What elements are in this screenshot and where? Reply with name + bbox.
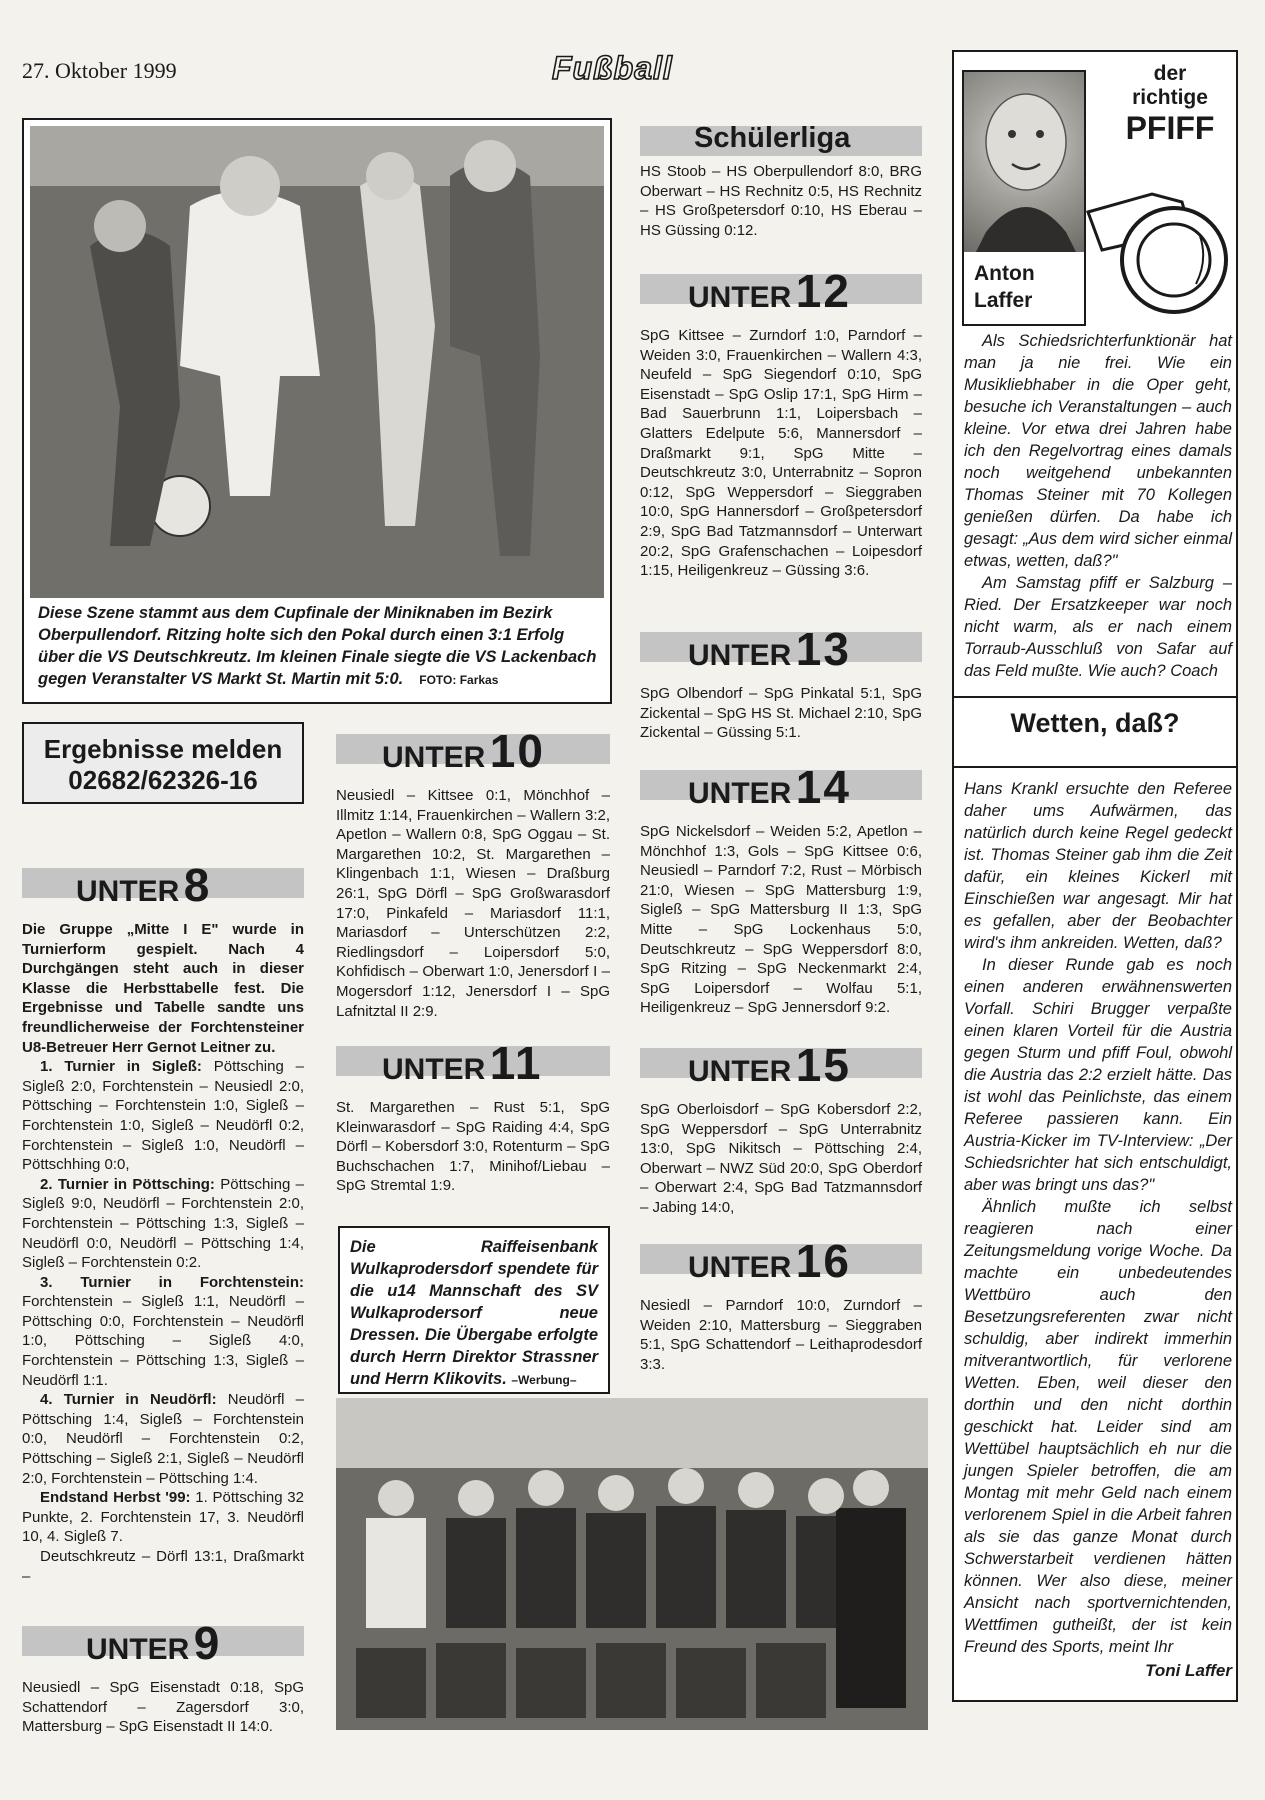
pfiff-column xyxy=(952,50,1238,1702)
unter13-text: SpG Olbendorf – SpG Pinkatal 5:1, SpG Zickental – SpG HS St. Michael 2:10, SpG Zickental – Güssing 5:1. xyxy=(640,685,922,742)
schuelerliga-text: HS Stoob – HS Oberpullendorf 8:0, BRG Oberwart – HS Rechnitz 0:5, HS Rechnitz – HS Großpetersdorf 0:10, HS Eberau – HS Güssing 0:12. xyxy=(640,163,922,239)
author-signature: Toni Laffer xyxy=(1145,1661,1232,1680)
unter13-band xyxy=(640,623,922,675)
section-title: Fußball xyxy=(552,50,673,86)
unter8-text: Die Gruppe „Mitte I E" wurde in Turnierform gespielt. Nach 4 Durchgängen steht auch in dieser Klasse die Herbsttabelle fest. Die Ergebnisse und Tabelle sandte uns freundlicherweise der Forchtensteiner U8-Betreuer Herr Gernot Leitner zu. 1. Turnier in Sigleß: Pöttsching – Sigleß 2:0, Forchtenstein – Neusiedl 2:0, Pöttsching – Forchtenstein 1:0, Sigleß – Forchtenstein 1:0, Sigleß – Neudörfl 0:2, Forchtenstein – Sigleß 1:0, Neudörfl – Pöttschhing 0:0, 2. Turnier in Pöttsching: Pöttsching – Sigleß 9:0, Neudörfl – Forchtenstein 2:0, Forchtenstein – Pöttsching 1:3, Sigleß – Neudörfl 0:0, Neudörfl – Pöttsching 1:4, Sigleß – Forchtenstein 0:2. 3. Turnier in Forchtenstein: Forchtenstein – Sigleß 1:1, Neudörfl – Pöttsching 0:0, Forchtenstein – Neudörfl 1:0, Pöttsching – Sigleß 4:0, Forchtenstein – Pöttsching 1:3, Sigleß – Neudörfl 1:1. 4. Turnier in Neudörfl: Neudörfl – Pöttsching 1:4, Sigleß – Forchtenstein 0:0, Neudörfl – Forchtenstein 0:2, Pöttsching – Sigleß 2:1, Sigleß – Neudörfl 2:0, Forchtenstein – Pöttsching 1:4. Endstand Herbst '99: 1. Pöttsching 32 Punkte, 2. Forchtenstein 17, 3. Neudörfl 10, 4. Sigleß 7. Deutschkreutz – Dörfl 13:1, Draßmarkt – xyxy=(22,921,305,1585)
unter16-band xyxy=(640,1235,922,1287)
caption-text: Diese Szene stammt aus dem Cupfinale der Miniknaben im Bezirk Oberpullendorf. Ritzing holte sich den Pokal durch einen 3:1 Erfolg über die VS Deutschkreutz. Im kleinen Finale siegte die VS Lackenbach gegen Veranstalter VS Markt St. Martin mit 5:0. xyxy=(38,604,597,688)
unter12-section xyxy=(640,265,922,581)
divider xyxy=(954,766,1236,768)
unter8-section xyxy=(22,859,305,1586)
team-photo-illustration xyxy=(336,1398,928,1730)
report-results-box xyxy=(22,722,304,804)
unter14-text: SpG Nickelsdorf – Weiden 5:2, Apetlon – Mönchhof 1:3, Gols – SpG Kittsee 0:6, Neusiedl – Parndorf 7:2, Rust – Mörbisch 21:0, Wiesen – SpG Mattersburg 1:9, Sigleß – SpG Mattersburg II 1:3, SpG Mitte – SpG Lockenhaus 5:0, Deutschkreutz – SpG Weppersdorf 8:0, SpG Ritzing – SpG Neckenmarkt 2:4, SpG Loipersdorf – Wolfau 5:1, Heiligenkreuz – SpG Jennersdorf 9:2. xyxy=(640,823,922,1017)
unter15-heading: UNTER 15 xyxy=(688,1039,851,1091)
schuelerliga-heading: Schülerliga xyxy=(694,122,851,154)
unter12-text: SpG Kittsee – Zurndorf 1:0, Parndorf – Weiden 3:0, Frauenkirchen – Wallern 4:3, Neufeld – SpG Siegendorf 0:10, SpG Eisenstadt – SpG Oslip 17:1, SpG Hirm – Bad Sauerbrunn 1:1, Loipersbach – Glatters Edelpute 5:6, Mannersdorf – Draßmarkt 9:1, SpG Mitte – Deutschkreutz 3:0, Unterrabnitz – Sopron 0:12, SpG Weppersdorf – Sieggraben 10:0, SpG Hannersdorf – Großpetersdorf 2:9, SpG Bad Tatzmannsdorf – Unterwart 20:2, SpG Grafenschachen – Loipesdorf 1:15, Heiligenkreuz – Güssing 3:6. xyxy=(640,327,922,580)
unter14-heading: UNTER 14 xyxy=(688,761,851,813)
photo-credit: FOTO: Farkas xyxy=(419,673,499,687)
unter9-band xyxy=(22,1617,304,1669)
match-photo xyxy=(30,126,604,598)
unter15-text: SpG Oberloisdorf – SpG Kobersdorf 2:2, SpG Weppersdorf – SpG Unterrabnitz 13:0, SpG Nikitsch – Pöttsching 2:4, Oberwart – NWZ Süd 20:0, SpG Oberdorf – Oberwart 2:4, SpG Bad Tatzmannsdorf – Jabing 14:0, xyxy=(640,1101,922,1216)
unter16-heading: UNTER 16 xyxy=(688,1235,851,1287)
unter10-heading: UNTER 10 xyxy=(382,725,545,777)
unter11-text: St. Margarethen – Rust 5:1, SpG Kleinwarasdorf – SpG Raiding 4:4, SpG Dörfl – Kobersdorf 3:0, Rotenturm – SpG Buchschachen 1:7, Minihof/Liebau – SpG Stremtal 1:9. xyxy=(336,1099,610,1195)
unter12-heading: UNTER 12 xyxy=(688,265,851,317)
unter11-heading: UNTER 11 xyxy=(382,1037,543,1089)
unter15-band xyxy=(640,1039,922,1091)
divider xyxy=(954,696,1236,698)
unter10-text: Neusiedl – Kittsee 0:1, Mönchhof – Illmitz 1:14, Frauenkirchen – Wallern 3:2, Apetlon – Wallern 0:8, SpG Oggau – St. Margarethen 10:2, St. Margarethen – Klingenbach 1:1, Wiesen – Draßburg 26:1, SpG Dörfl – SpG Großwarasdorf 17:0, Pinkafeld – Mariasdorf 11:1, Mariasdorf – Unterschützen 2:2, Riedlingsdorf – Loipersdorf 5:0, Kohfidisch – Oberwart 1:0, Jenersdorf I – Mogersdorf 1:12, Jenersdorf I – SpG Lafnitztal II 2:9. xyxy=(336,787,610,1020)
match-photo-illustration xyxy=(30,126,604,598)
unter13-heading: UNTER 13 xyxy=(688,623,851,675)
unter10-band xyxy=(336,725,610,777)
unter11-section xyxy=(336,1037,610,1196)
author-portrait xyxy=(964,72,1084,252)
unter11-band xyxy=(336,1037,610,1089)
unter9-text: Neusiedl – SpG Eisenstadt 0:18, SpG Schattendorf – Zagersdorf 3:0, Mattersburg – SpG Eisenstadt II 14:0. xyxy=(22,1679,304,1736)
schuelerliga-section xyxy=(640,122,922,240)
match-photo-caption xyxy=(38,602,600,691)
column-title: der richtige PFIFF xyxy=(1125,62,1215,146)
unter14-section xyxy=(640,761,922,1018)
unter12-band xyxy=(640,265,922,317)
unter8-heading: UNTER 8 xyxy=(76,859,212,911)
unter14-band xyxy=(640,761,922,813)
schuelerliga-band xyxy=(640,122,922,156)
unter10-section xyxy=(336,725,610,1021)
portrait-illustration xyxy=(964,72,1084,252)
raiffeisen-text: Die Raiffeisenbank Wulkaprodersdorf spendete für die u14 Mannschaft des SV Wulkaprodersorf neue Dressen. Die Übergabe erfolgte durch Herrn Direktor Strassner und Herrn Klikovits. xyxy=(350,1238,598,1388)
unter16-text: Nesiedl – Parndorf 10:0, Zurndorf – Weiden 2:10, Mattersburg – Sieggraben 5:1, SpG Schattendorf – Leithaprodesdorf 3:3. xyxy=(640,1297,922,1373)
issue-date: 27. Oktober 1999 xyxy=(22,58,177,83)
report-title: Ergebnisse melden xyxy=(43,734,283,764)
author-portrait-box xyxy=(962,70,1086,326)
whistle-icon xyxy=(1082,172,1234,322)
match-photo-box xyxy=(22,118,612,704)
author-name: Anton Laffer xyxy=(974,262,1035,312)
unter8-intro: Die Gruppe „Mitte I E" wurde in Turnierform gespielt. Nach 4 Durchgängen steht auch in dieser Klasse die Herbsttabelle fest. Die Ergebnisse und Tabelle sandte uns freundlicherweise der Forchtensteiner U8-Betreuer Herr Gernot Leitner zu. xyxy=(22,921,304,1056)
unter13-section xyxy=(640,623,922,743)
wetten-heading: Wetten, daß? xyxy=(1010,708,1180,738)
unter8-band xyxy=(22,859,304,911)
wetten-text: Hans Krankl ersuchte den Referee daher ums Aufwärmen, das natürlich durch keine Regel gedeckt ist. Thomas Steiner gab ihm die Zeit dafür, ein kleines Kickerl mit Einschießen war angesagt. Mir hat es gefallen, aber der Beobachter wird's ihm ankreiden. Wetten, daß? In dieser Runde gab es noch einen anderen erwähnenswerten Vorfall. Schiri Brugger verpaßte einen klaren Vorteil für die Austria gegen Sturm und pfiff Foul, obwohl die Austria das 2:2 erzielt hätte. Das ist wohl das Peinlichste, das einem Referee passieren kann. Ein Austria-Kicker im TV-Interview: „Der Schiedsrichter hat sich entschuldigt, aber was bringt uns das?" Ähnlich mußte ich selbst reagieren nach einer Zeitungsmeldung vorige Woche. Da machte ein unbedeutendes Wettbüro auch den Besetzungsreferenten zwar nicht schuldig, aber indirekt immerhin mitverantwortlich, für verlorene Wetten. Eben, weil dieser den dorthin und den nicht dorthin geschickt hat. Leider sind am Wettübel hauptsächlich eh nur die jungen Spieler betroffen, die am Montag mit mehr Geld nach einem verlorenem Spiel in die Arbeit fahren als sie das ganze Monat durch Schwerstarbeit verdienen hätten können. Wer also diese, meiner Ansicht nach sportvernichtenden, Wettfimen gutheißt, der ist kein Freund des Sports, meint Ihr Toni Laffer xyxy=(964,780,1232,1680)
unter15-section xyxy=(640,1039,922,1218)
raiffeisen-ad xyxy=(338,1226,610,1394)
unter9-heading: UNTER 9 xyxy=(86,1617,222,1669)
unter9-section xyxy=(22,1617,304,1737)
ad-tag: –Werbung– xyxy=(511,1373,577,1387)
team-photo xyxy=(336,1398,928,1730)
report-phone: 02682/62326-16 xyxy=(68,765,258,795)
unter16-section xyxy=(640,1235,922,1374)
column-intro-text: Als Schiedsrichterfunktionär hat man ja nie frei. Wie ein Musikliebhaber in die Oper geht, besuche ich Veranstaltungen – auch kleine. Vor etwa drei Jahren habe ich den Regelvortrag eines damals noch weitgehend unbekannten Thomas Steiner mit 70 Kollegen genießen dürfen. Da habe ich gesagt: „Aus dem wird sicher einmal etwas, wetten, daß?" Am Samstag pfiff er Salzburg – Ried. Der Ersatzkeeper war noch nicht warm, als er nach einem Torraub-Ausschluß von Safar auf das Feld mußte. Wie auch? Coach xyxy=(964,332,1232,680)
